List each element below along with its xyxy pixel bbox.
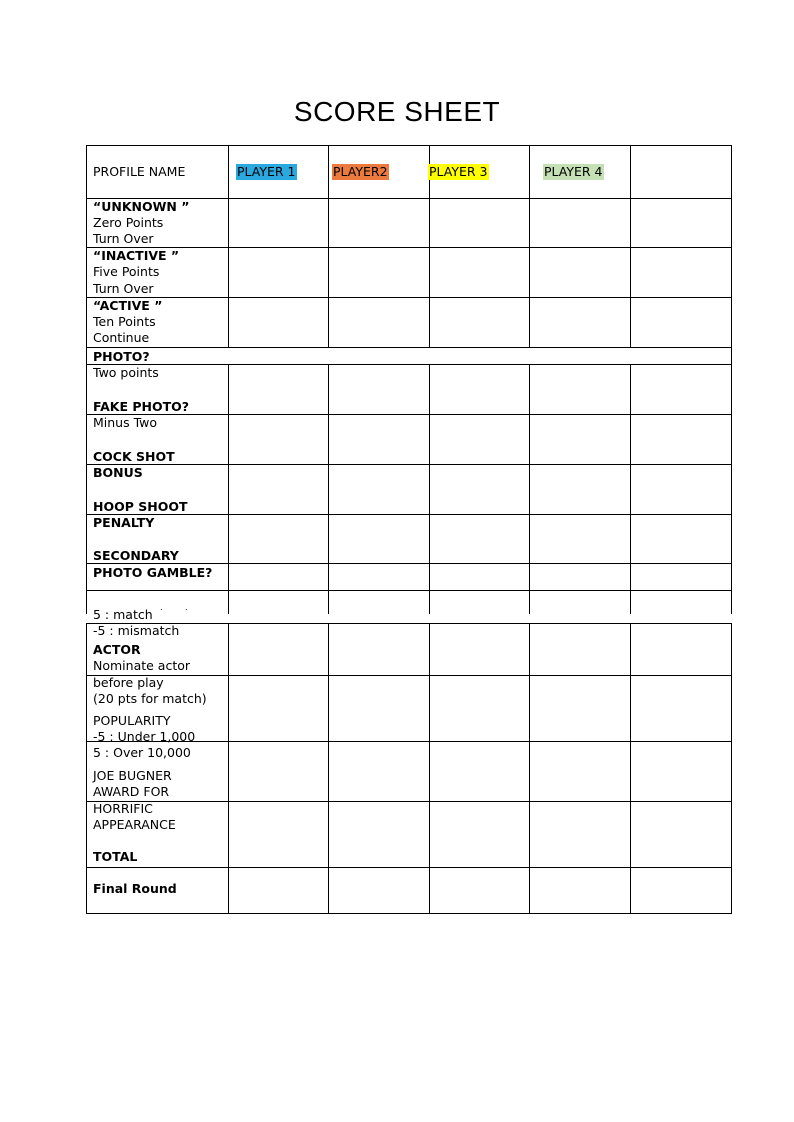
- unknown-action: Turn Over: [93, 231, 154, 246]
- stray-mark: .: [185, 603, 188, 612]
- table-rule: [86, 347, 732, 348]
- fake-photo-points: Minus Two: [93, 415, 158, 430]
- inactive-heading: “INACTIVE ”: [93, 248, 180, 263]
- final-round-label: Final Round: [93, 881, 177, 896]
- table-rule: [86, 563, 732, 564]
- player-1-label: PLAYER 1: [237, 164, 296, 179]
- photo-points: Two points: [93, 365, 159, 380]
- cock-shot-heading: COCK SHOT: [93, 449, 175, 464]
- total-label: TOTAL: [93, 849, 138, 864]
- cock-shot-bonus: BONUS: [93, 465, 143, 480]
- bugner-line-3: HORRIFIC: [93, 801, 153, 816]
- table-column-rule: [228, 145, 229, 348]
- table-column-rule: [731, 145, 732, 614]
- popularity-over: 5 : Over 10,000: [93, 745, 191, 760]
- table-column-rule: [86, 145, 87, 614]
- table-column-rule: [328, 623, 329, 914]
- table-column-rule: [328, 145, 329, 348]
- table-column-rule: [529, 145, 530, 348]
- table-column-rule: [630, 623, 631, 914]
- player-3-label: PLAYER 3: [429, 164, 488, 179]
- table-rule: [86, 623, 732, 624]
- table-column-rule: [328, 364, 329, 614]
- bugner-line-4: APPEARANCE: [93, 817, 176, 832]
- table-rule: [86, 145, 732, 146]
- table-rule: [86, 675, 732, 676]
- table-rule: [86, 913, 732, 914]
- table-rule: [86, 867, 732, 868]
- inactive-action: Turn Over: [93, 281, 154, 296]
- table-column-rule: [731, 623, 732, 914]
- photo-gamble-heading: PHOTO GAMBLE?: [93, 565, 213, 580]
- active-action: Continue: [93, 330, 150, 345]
- page-title: SCORE SHEET: [293, 96, 501, 127]
- table-column-rule: [86, 623, 87, 914]
- table-column-rule: [529, 623, 530, 914]
- hoop-shoot-penalty: PENALTY: [93, 515, 155, 530]
- unknown-points: Zero Points: [93, 215, 164, 230]
- actor-line-3: (20 pts for match): [93, 691, 207, 706]
- table-rule: [86, 297, 732, 298]
- actor-line-2: before play: [93, 675, 164, 690]
- table-column-rule: [630, 364, 631, 614]
- profile-name-label: PROFILE NAME: [93, 164, 186, 179]
- stray-mark: .: [160, 603, 163, 612]
- table-column-rule: [228, 623, 229, 914]
- table-column-rule: [429, 623, 430, 914]
- table-rule: [86, 247, 732, 248]
- gamble-match: 5 : match: [93, 607, 153, 622]
- player-4-label: PLAYER 4: [544, 164, 603, 179]
- table-column-rule: [529, 364, 530, 614]
- actor-line-1: Nominate actor: [93, 658, 191, 673]
- active-heading: “ACTIVE ”: [93, 298, 163, 313]
- hoop-shoot-heading: HOOP SHOOT: [93, 499, 188, 514]
- table-rule: [86, 464, 732, 465]
- table-rule: [86, 590, 732, 591]
- table-column-rule: [630, 145, 631, 348]
- active-points: Ten Points: [93, 314, 156, 329]
- secondary-heading: SECONDARY: [93, 548, 179, 563]
- player-2-label: PLAYER2: [333, 164, 388, 179]
- table-rule: [86, 801, 732, 802]
- gamble-mismatch: -5 : mismatch: [93, 623, 180, 638]
- unknown-heading: “UNKNOWN ”: [93, 199, 190, 214]
- table-rule: [86, 364, 732, 365]
- popularity-heading: POPULARITY: [93, 713, 171, 728]
- table-column-rule: [429, 364, 430, 614]
- bugner-line-2: AWARD FOR: [93, 784, 170, 799]
- inactive-points: Five Points: [93, 264, 160, 279]
- fake-photo-heading: FAKE PHOTO?: [93, 399, 190, 414]
- table-column-rule: [228, 364, 229, 614]
- actor-heading: ACTOR: [93, 642, 141, 657]
- photo-heading: PHOTO?: [93, 349, 150, 364]
- popularity-under: -5 : Under 1,000: [93, 729, 196, 744]
- bugner-line-1: JOE BUGNER: [93, 768, 172, 783]
